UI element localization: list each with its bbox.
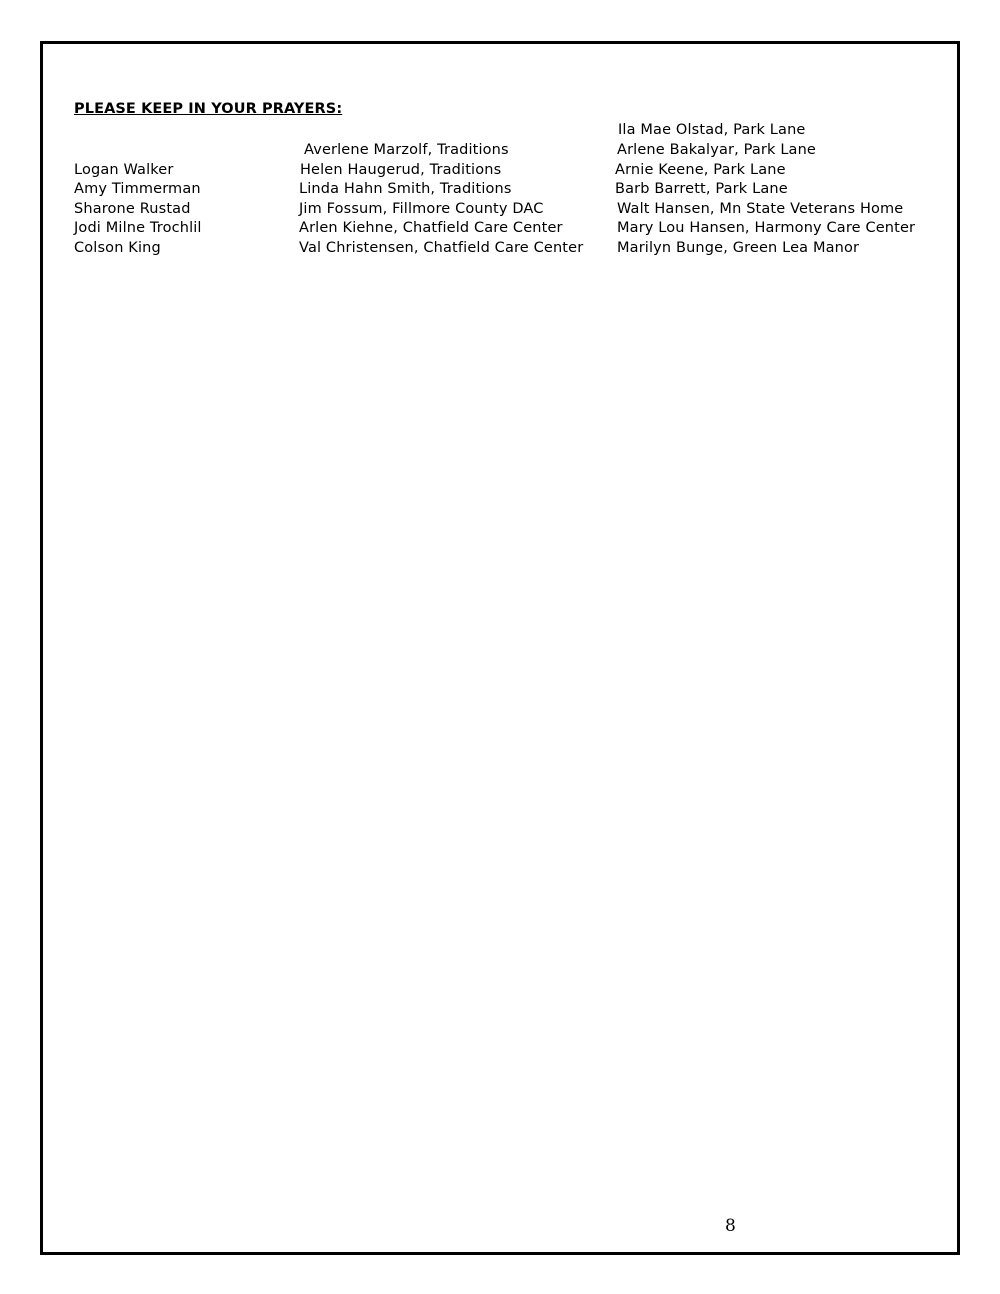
- prayer-name: Amy Timmerman: [74, 181, 201, 197]
- prayer-name: Helen Haugerud, Traditions: [300, 162, 502, 178]
- prayer-name: Arlen Kiehne, Chatfield Care Center: [299, 220, 563, 236]
- prayer-name: Jodi Milne Trochlil: [74, 220, 202, 236]
- prayer-name: Mary Lou Hansen, Harmony Care Center: [617, 220, 916, 236]
- prayer-name: Logan Walker: [74, 162, 174, 178]
- prayer-name: Arnie Keene, Park Lane: [615, 162, 786, 178]
- prayer-name: Sharone Rustad: [74, 201, 191, 217]
- prayer-name: Arlene Bakalyar, Park Lane: [617, 142, 817, 158]
- page-number: 8: [725, 1216, 736, 1236]
- prayer-list-heading: PLEASE KEEP IN YOUR PRAYERS:: [74, 101, 343, 117]
- prayer-name: Averlene Marzolf, Traditions: [304, 142, 509, 158]
- prayer-name: Jim Fossum, Fillmore County DAC: [299, 201, 544, 217]
- prayer-name: Marilyn Bunge, Green Lea Manor: [617, 240, 860, 256]
- prayer-name: Linda Hahn Smith, Traditions: [299, 181, 512, 197]
- prayer-name: Ila Mae Olstad, Park Lane: [618, 122, 806, 138]
- prayer-name: Val Christensen, Chatfield Care Center: [299, 240, 584, 256]
- prayer-name: Walt Hansen, Mn State Veterans Home: [617, 201, 904, 217]
- prayer-name: Barb Barrett, Park Lane: [615, 181, 788, 197]
- prayer-name: Colson King: [74, 240, 161, 256]
